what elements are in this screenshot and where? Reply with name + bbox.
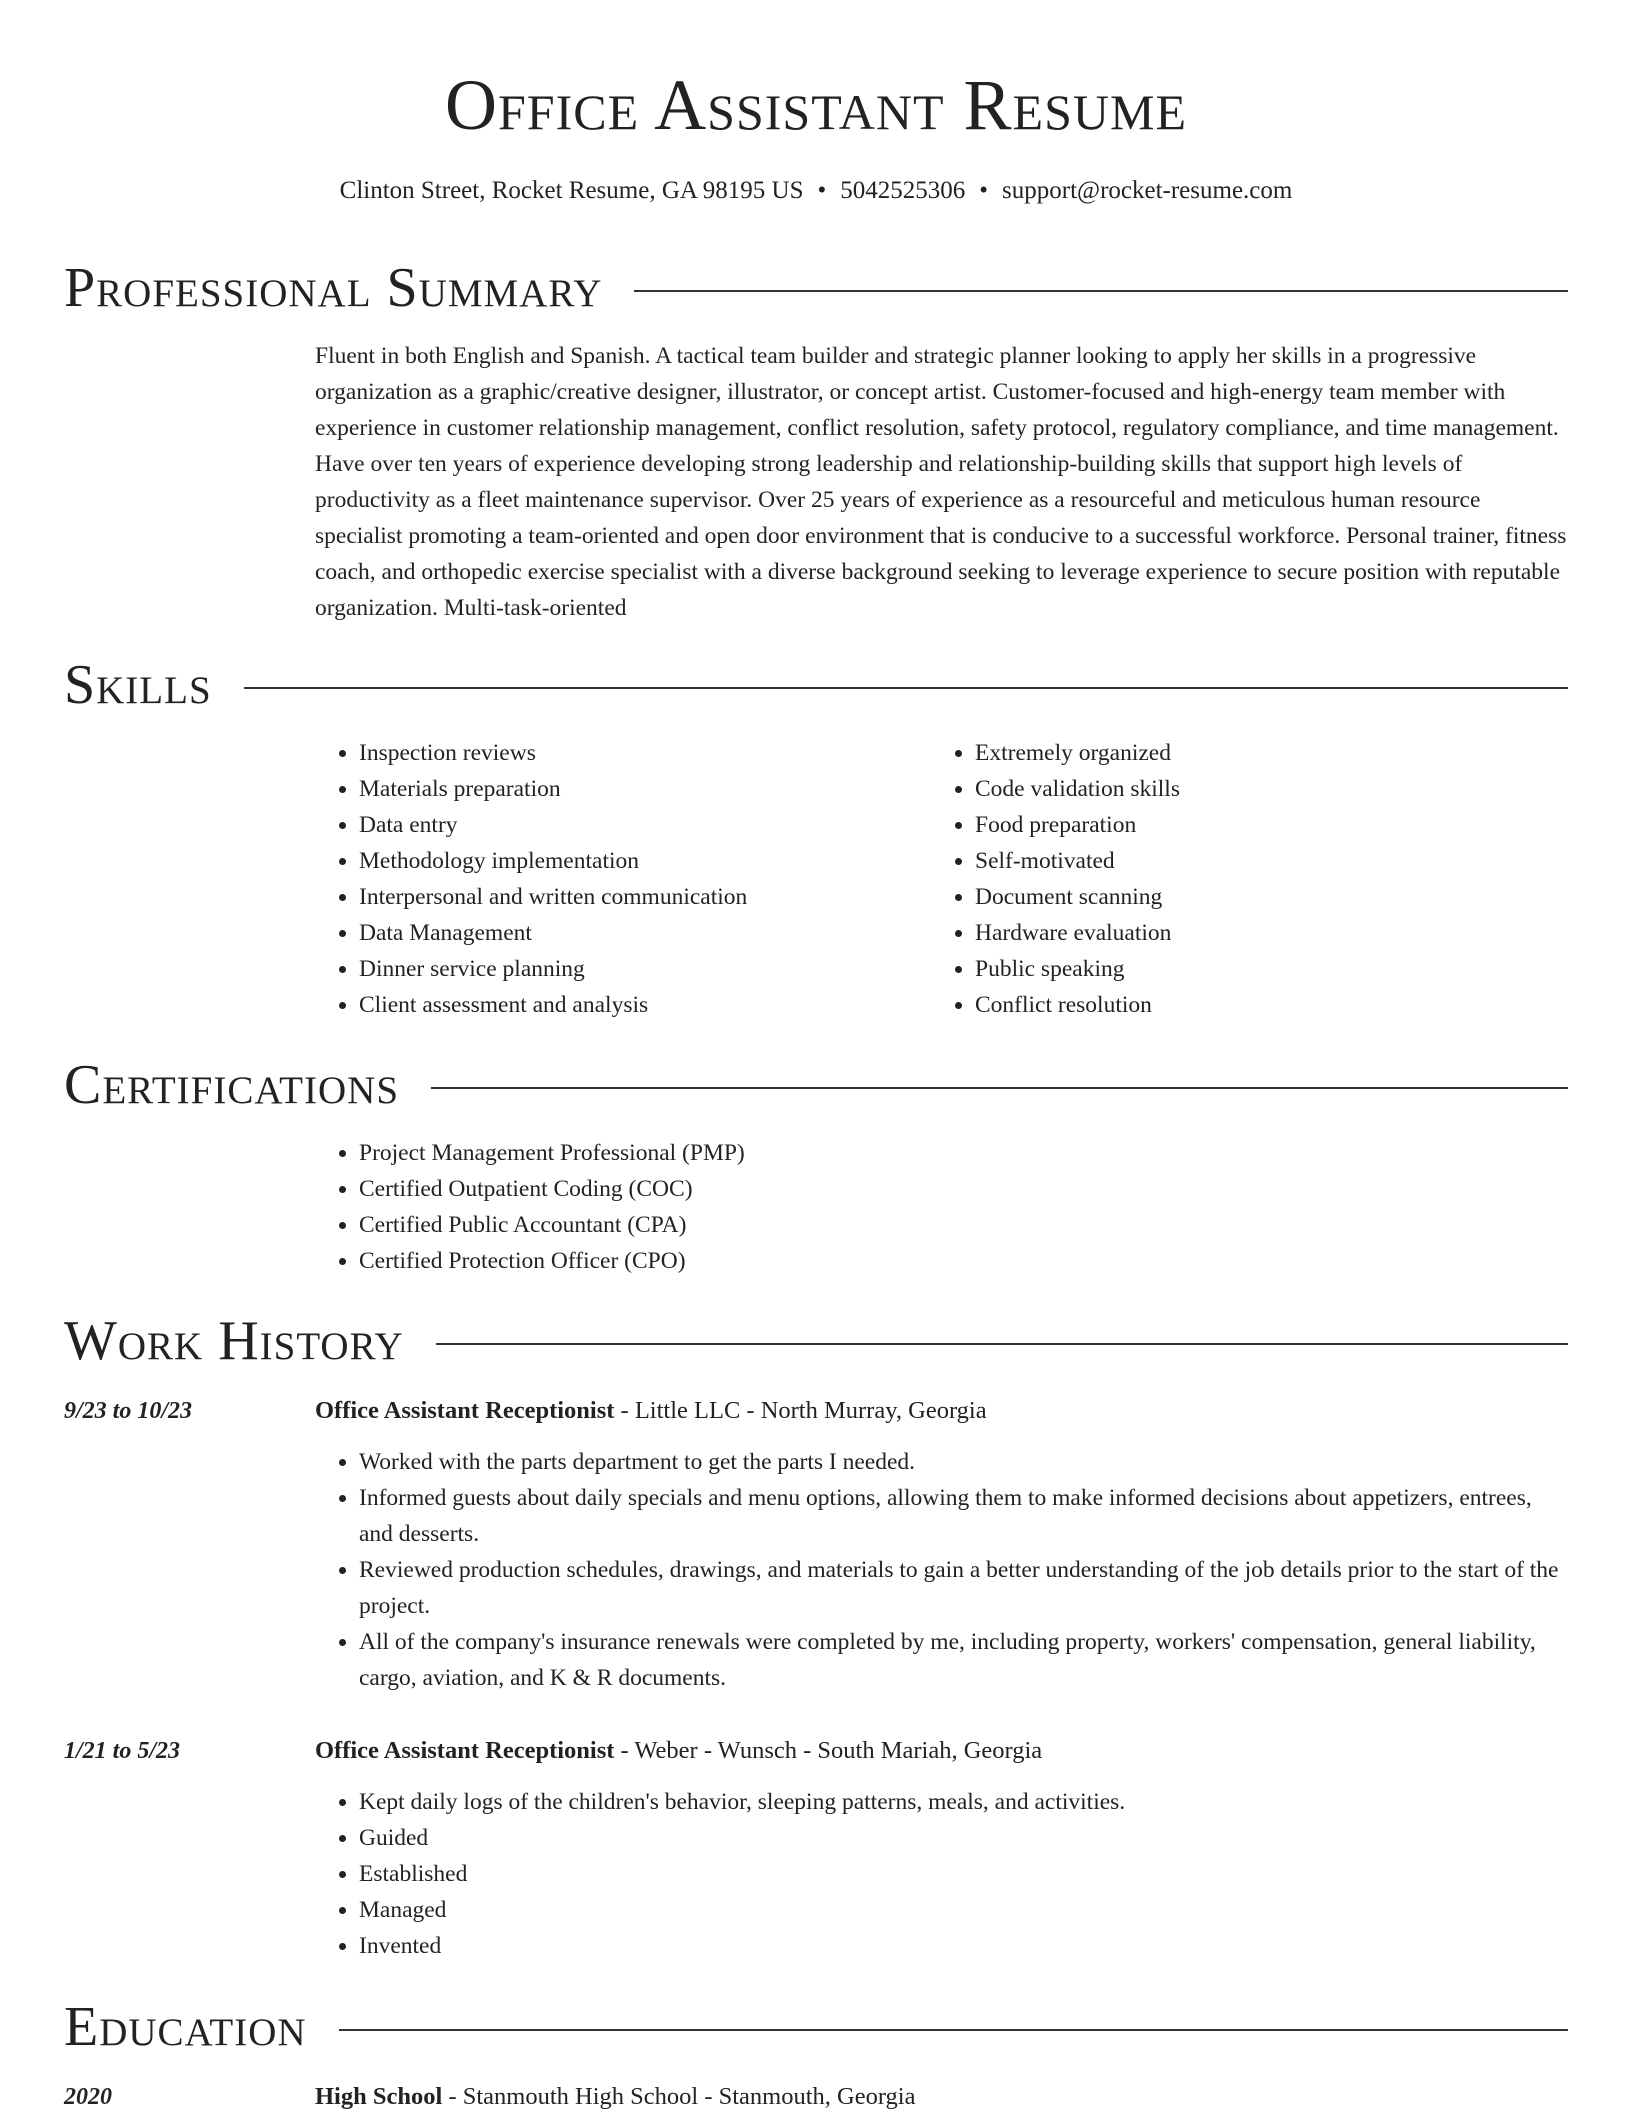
section-divider — [436, 1343, 1568, 1345]
job-bullet: • Worked with the parts department to get the parts I needed. — [359, 1444, 1570, 1480]
skill-item: • Client assessment and analysis — [359, 987, 931, 1023]
contact-separator: • — [979, 177, 989, 204]
contact-line — [0, 174, 1632, 208]
education-degree: High School — [315, 2083, 443, 2110]
certification-item: • Certified Outpatient Coding (COC) — [359, 1171, 1570, 1207]
work-heading: Work History — [64, 1310, 404, 1372]
skills-list-left — [315, 735, 931, 1023]
job-dates: 9/23 to 10/23 — [64, 1398, 193, 1424]
skill-item: • Extremely organized — [975, 735, 1547, 771]
skill-item: • Hardware evaluation — [975, 915, 1547, 951]
contact-phone: 5042525306 — [840, 177, 966, 204]
summary-heading: Professional Summary — [64, 257, 603, 319]
job-role: Office Assistant Receptionist — [315, 1397, 615, 1424]
certification-item: • Certified Protection Officer (CPO) — [359, 1243, 1570, 1279]
certification-item: • Certified Public Accountant (CPA) — [359, 1207, 1570, 1243]
job-header — [315, 1733, 1570, 1769]
job-bullet: • Kept daily logs of the children's behavior, sleeping patterns, meals, and activities. — [359, 1784, 1570, 1820]
section-divider — [431, 1087, 1568, 1089]
summary-block — [315, 338, 1570, 626]
job-bullets-block — [315, 1784, 1570, 1964]
summary-section-heading — [64, 254, 1568, 322]
certifications-heading: Certifications — [64, 1054, 400, 1116]
job-bullet: • Reviewed production schedules, drawings, and materials to gain a better understanding of the job details prior to the start of the project. — [359, 1552, 1570, 1624]
certification-item: • Project Management Professional (PMP) — [359, 1135, 1570, 1171]
education-details: - Stanmouth High School - Stanmouth, Georgia — [442, 2083, 916, 2110]
contact-email: support@rocket-resume.com — [1002, 177, 1293, 204]
skill-item: • Data entry — [359, 807, 931, 843]
job-bullets — [315, 1444, 1570, 1696]
skill-item: • Materials preparation — [359, 771, 931, 807]
section-divider — [339, 2029, 1568, 2031]
job-bullets — [315, 1784, 1570, 1964]
job-bullets-block — [315, 1444, 1570, 1696]
education-year: 2020 — [64, 2084, 112, 2110]
certifications-list — [315, 1135, 1570, 1279]
job-bullet: • Guided — [359, 1820, 1570, 1856]
skill-item: • Food preparation — [975, 807, 1547, 843]
skills-block — [315, 735, 1570, 1023]
skill-item: • Inspection reviews — [359, 735, 931, 771]
job-role: Office Assistant Receptionist — [315, 1737, 615, 1764]
skill-item: • Public speaking — [975, 951, 1547, 987]
job-bullet: • Invented — [359, 1928, 1570, 1964]
work-section-heading — [64, 1307, 1568, 1375]
education-heading: Education — [64, 1996, 307, 2058]
contact-address: Clinton Street, Rocket Resume, GA 98195 US — [339, 177, 804, 204]
job-details: - Little LLC - North Murray, Georgia — [614, 1397, 987, 1424]
certifications-section-heading — [64, 1051, 1568, 1119]
skill-item: • Conflict resolution — [975, 987, 1547, 1023]
skills-section-heading — [64, 651, 1568, 719]
job-bullet: • Managed — [359, 1892, 1570, 1928]
section-divider — [244, 687, 1568, 689]
education-header — [315, 2079, 1570, 2115]
contact-separator: • — [817, 177, 827, 204]
job-details: - Weber - Wunsch - South Mariah, Georgia — [614, 1737, 1043, 1764]
skills-list-right — [931, 735, 1547, 1023]
job-bullet: • Informed guests about daily specials and menu options, allowing them to make informed decisions about appetizers, entrees, and desserts. — [359, 1480, 1570, 1552]
summary-text: Fluent in both English and Spanish. A tactical team builder and strategic planner looking to apply her skills in a progressive organization as a graphic/creative designer, illustrator, or concept artist. Customer-focused and high-energy team member with experience in customer relationship management, conflict resolution, safety protocol, regulatory compliance, and time management. Have over ten years of experience developing strong leadership and relationship-building skills that support high levels of productivity as a fleet maintenance supervisor. Over 25 years of experience as a resourceful and meticulous human resource specialist promoting a team-oriented and open door environment that is conducive to a successful workforce. Personal trainer, fitness coach, and orthopedic exercise specialist with a diverse background seeking to leverage experience to secure position with reputable organization. Multi-task-oriented — [315, 343, 1567, 621]
skill-item: • Data Management — [359, 915, 931, 951]
skill-item: • Self-motivated — [975, 843, 1547, 879]
skill-item: • Code validation skills — [975, 771, 1547, 807]
job-dates: 1/21 to 5/23 — [64, 1738, 181, 1764]
skill-item: • Document scanning — [975, 879, 1547, 915]
skill-item: • Interpersonal and written communication — [359, 879, 931, 915]
skills-heading: Skills — [64, 654, 212, 716]
skill-item: • Dinner service planning — [359, 951, 931, 987]
certifications-block — [315, 1135, 1570, 1279]
job-bullet: • Established — [359, 1856, 1570, 1892]
skill-item: • Methodology implementation — [359, 843, 931, 879]
job-bullet: • All of the company's insurance renewals were completed by me, including property, workers' compensation, general liability, cargo, aviation, and K & R documents. — [359, 1624, 1570, 1696]
section-divider — [634, 290, 1568, 292]
education-section-heading — [64, 1993, 1568, 2061]
job-header — [315, 1393, 1570, 1429]
resume-title: Office Assistant Resume — [444, 65, 1188, 145]
